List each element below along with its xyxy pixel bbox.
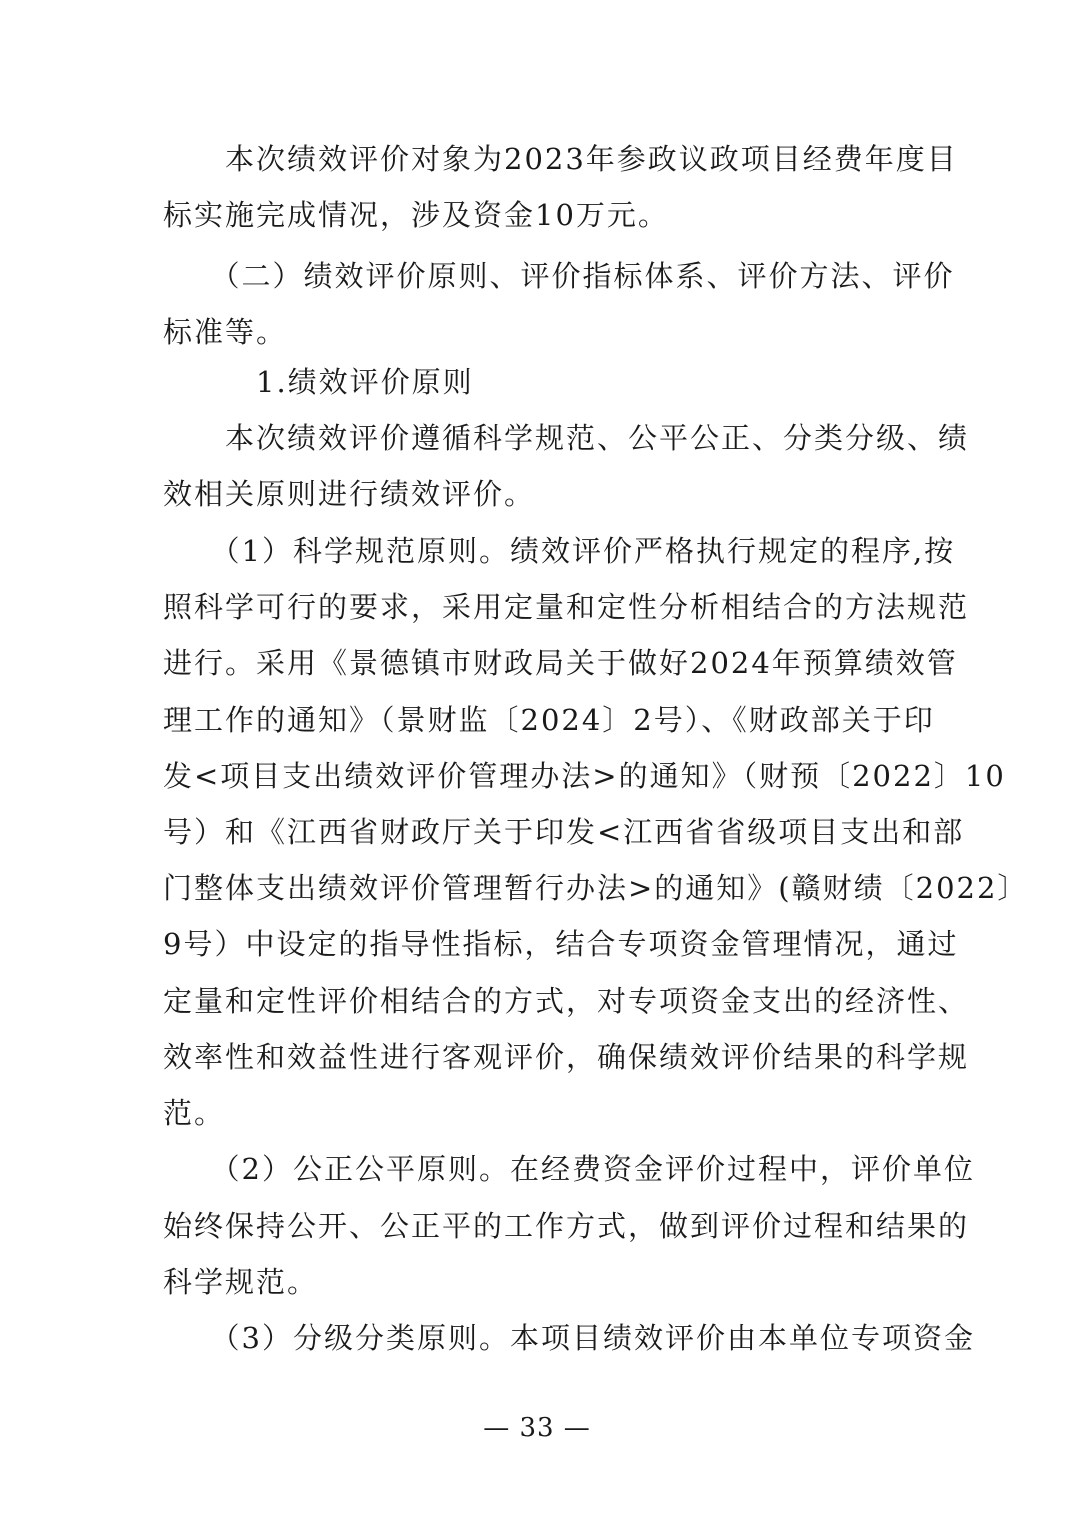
page-number: — 33 — <box>483 1413 591 1443</box>
paragraph-line: 效率性和效益性进行客观评价，确保绩效评价结果的科学规 <box>163 1040 970 1074</box>
paragraph-line: 科学规范。 <box>163 1265 319 1299</box>
paragraph-line: 门整体支出绩效评价管理暂行办法>的通知》(赣财绩〔2022〕 <box>163 871 1029 905</box>
paragraph-line: 范。 <box>163 1096 226 1130</box>
paragraph-line: （3）分级分类原则。本项目绩效评价由本单位专项资金 <box>163 1321 975 1355</box>
paragraph-line: 效相关原则进行绩效评价。 <box>163 477 536 511</box>
paragraph-line: 本次绩效评价遵循科学规范、公平公正、分类分级、绩 <box>163 421 970 455</box>
paragraph-line: （2）公正公平原则。在经费资金评价过程中，评价单位 <box>163 1152 975 1186</box>
paragraph-line: 发<项目支出绩效评价管理办法>的通知》（财预〔2022〕10 <box>163 759 1006 793</box>
paragraph-line: （1）科学规范原则。绩效评价严格执行规定的程序,按 <box>163 534 956 568</box>
subsection-heading: 1.绩效评价原则 <box>163 365 474 399</box>
paragraph-line: 号）和《江西省财政厅关于印发<江西省省级项目支出和部 <box>163 815 965 849</box>
paragraph-line: 始终保持公开、公正平的工作方式，做到评价过程和结果的 <box>163 1209 970 1243</box>
paragraph-line: 理工作的通知》（景财监〔2024〕2号）、《财政部关于印 <box>163 703 935 737</box>
section-heading-line: 标准等。 <box>163 315 288 349</box>
paragraph-line: 照科学可行的要求，采用定量和定性分析相结合的方法规范 <box>163 590 970 624</box>
paragraph-line: 本次绩效评价对象为2023年参政议政项目经费年度目 <box>163 142 958 176</box>
section-heading-line: （二）绩效评价原则、评价指标体系、评价方法、评价 <box>163 259 955 293</box>
paragraph-line: 标实施完成情况，涉及资金10万元。 <box>163 198 669 232</box>
paragraph-line: 进行。采用《景德镇市财政局关于做好2024年预算绩效管 <box>163 646 958 680</box>
paragraph-line: 定量和定性评价相结合的方式，对专项资金支出的经济性、 <box>163 984 970 1018</box>
paragraph-line: 9号）中设定的指导性指标，结合专项资金管理情况，通过 <box>163 927 959 961</box>
